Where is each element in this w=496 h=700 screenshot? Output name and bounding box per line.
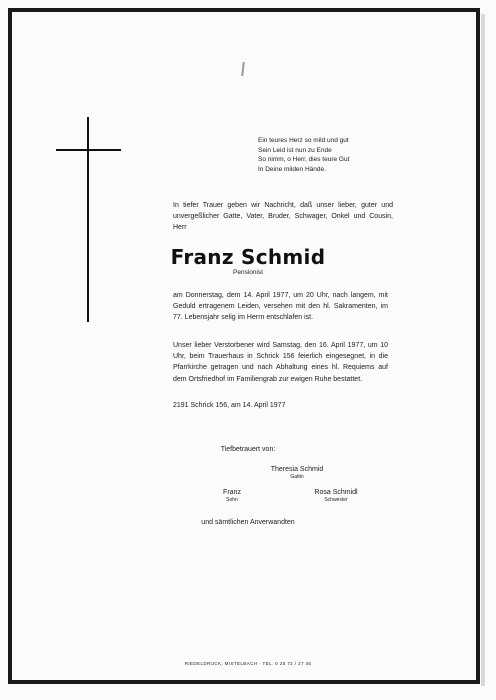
poem-line: Ein teures Herz so mild und gut [258,137,349,144]
family-line: und sämtlichen Anverwandten [201,519,295,526]
poem-line: In Deine milden Hände. [258,165,326,173]
page-edge-shadow [481,14,485,686]
poem-line: Sein Leid ist nun zu Ende [258,146,332,154]
mourner-name: Rosa Schmidl [314,489,358,496]
mourner-relation: Schwester [324,497,348,503]
cross-icon-horizontal [56,149,121,151]
deceased-name: Franz Schmid [170,245,326,269]
mourner-relation: Sohn [226,497,238,503]
place-date: 2191 Schrick 156, am 14. April 1977 [173,402,286,409]
deceased-role: Pensionist [233,269,263,276]
death-paragraph: am Donnerstag, dem 14. April 1977, um 20 Uhr, nach langem, mit Geduld ertragenem Leiden, versehen mit den hl. Sakramenten, im 77. Lebensjahr selig im Herrn entschlafen ist. [173,292,388,322]
printer-imprint: RIEDELDRUCK, MISTELBACH · TEL. 0 25 72 / 27 46 [184,661,312,666]
poem-block [258,136,349,174]
intro-text: In tiefer Trauer geben wir Nachricht, daß unser lieber, guter und unvergeßlicher Gatte, Vater, Bruder, Schwager, Onkel und Cousin, Herr [173,202,393,232]
cross-icon-vertical [87,117,89,322]
mourner-name: Theresia Schmid [270,466,324,473]
mourner-spouse [262,466,332,480]
poem-line: So nimm, o Herr, dies teure Gut [258,156,350,164]
mourner-sister [306,489,366,503]
mourner-name: Franz [223,489,241,496]
mourners-heading: Tiefbetrauert von: [220,446,276,453]
funeral-paragraph: Unser lieber Verstorbener wird Samstag, den 16. April 1977, um 10 Uhr, beim Trauerhaus in Schrick 156 feierlich eingesegnet, in die Pfarrkirche getragen und nach Abhaltung eines hl. Requiems auf dem Ortsfriedhof im Familiengrab zur ewigen Ruhe bestattet. [173,342,388,383]
mourner-son [212,489,252,503]
mourner-relation: Gattin [290,474,304,480]
